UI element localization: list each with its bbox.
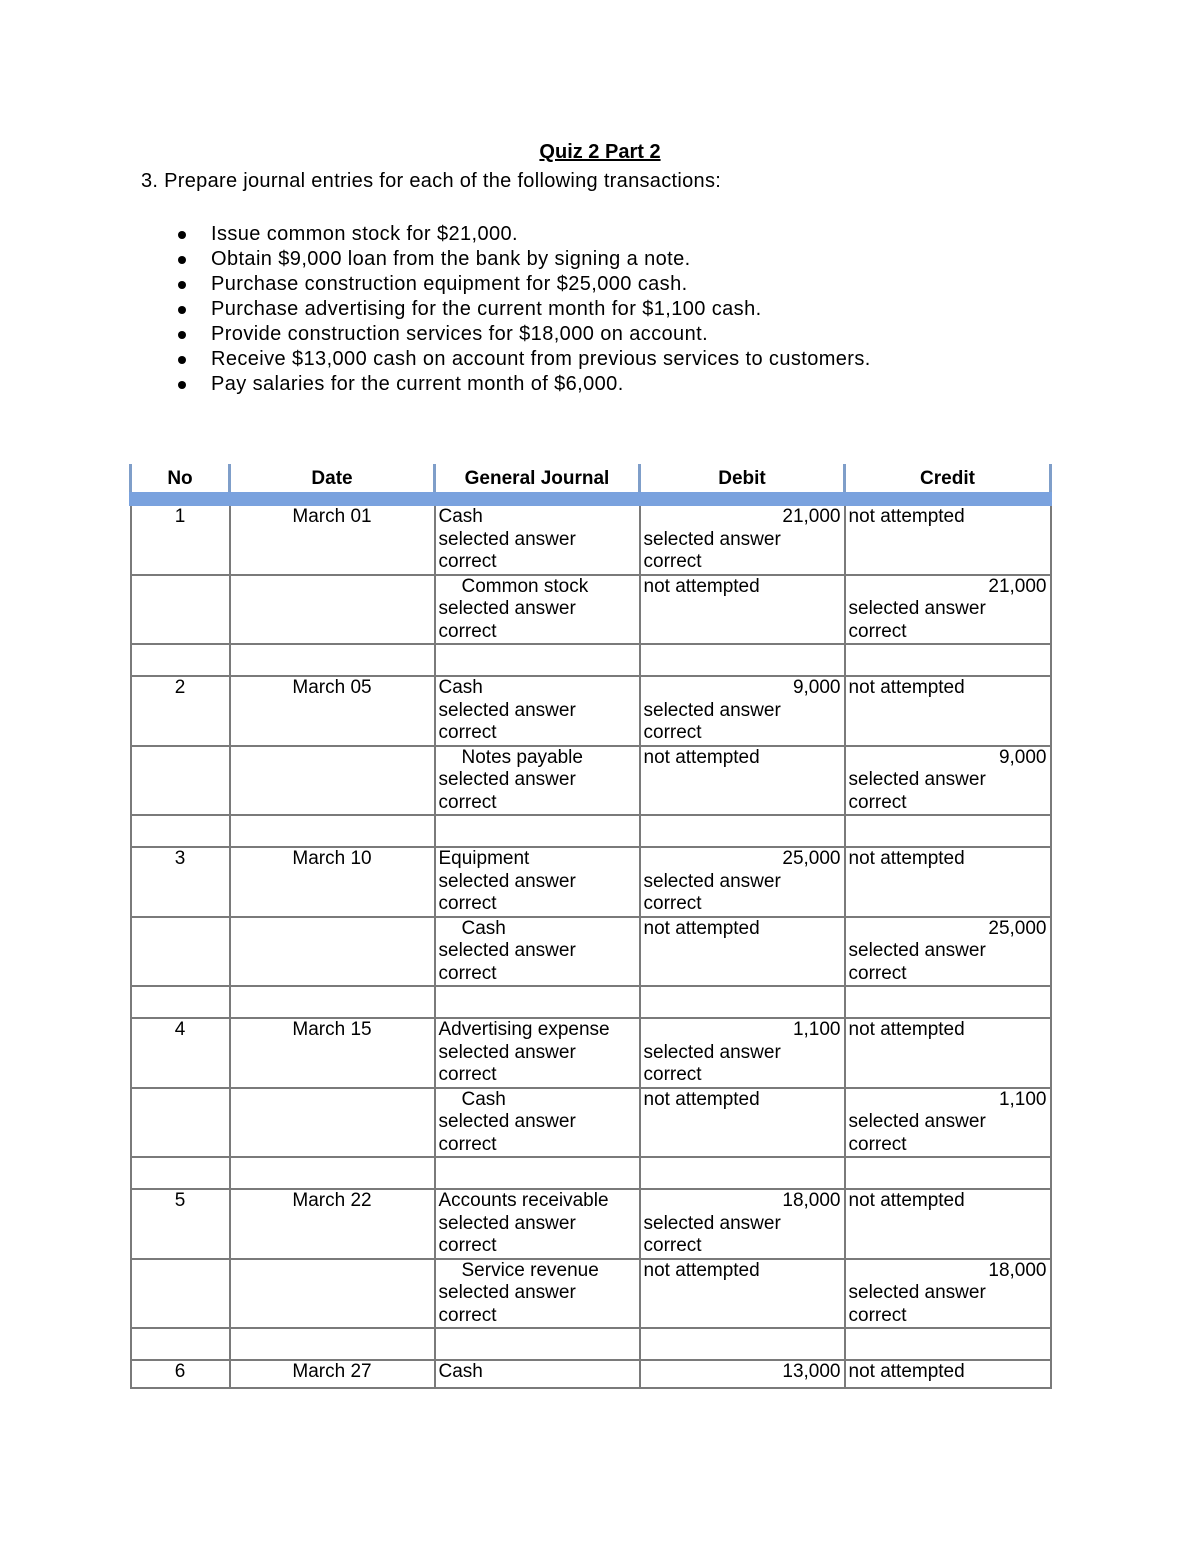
spacer-row: [131, 1157, 1051, 1189]
transaction-list: [174, 222, 871, 397]
credit-status: not attempted: [845, 1189, 1051, 1259]
credit-account: Cash: [461, 917, 506, 939]
credit-amount: 25,000: [988, 917, 1047, 939]
feedback-selected: selected answer: [438, 1041, 576, 1063]
entry-date-empty: [230, 746, 435, 816]
entry-no-empty: [131, 1259, 230, 1329]
empty-cell: [230, 1157, 435, 1189]
credit-account: Service revenue: [461, 1259, 599, 1281]
bullet-icon: [178, 256, 186, 264]
feedback-selected: selected answer: [848, 1282, 986, 1303]
empty-cell: [435, 986, 640, 1018]
feedback-correct: correct: [848, 1133, 907, 1155]
debit-cell: [640, 1018, 845, 1088]
feedback-correct: correct: [643, 551, 702, 572]
empty-cell: [230, 644, 435, 676]
debit-account: Accounts receivable: [438, 1190, 609, 1211]
empty-cell: [131, 1157, 230, 1189]
header-date: Date: [230, 464, 435, 499]
debit-status: not attempted: [640, 1259, 845, 1329]
table-row: [131, 1189, 1051, 1259]
empty-cell: [845, 1328, 1051, 1360]
list-item: [174, 347, 871, 372]
credit-account: Common stock: [461, 575, 589, 597]
bullet-icon: [178, 331, 186, 339]
transaction-text: Purchase construction equipment for $25,000 cash.: [211, 273, 688, 295]
feedback-selected: selected answer: [438, 598, 576, 619]
empty-cell: [131, 1328, 230, 1360]
feedback-selected: selected answer: [438, 528, 576, 550]
list-item: [174, 297, 871, 322]
debit-amount: 21,000: [782, 506, 841, 527]
credit-cell: [845, 746, 1051, 816]
credit-status: not attempted: [845, 1018, 1051, 1088]
empty-cell: [435, 1157, 640, 1189]
table-header-row: [131, 464, 1051, 499]
list-item: [174, 247, 871, 272]
feedback-correct: correct: [438, 893, 497, 914]
debit-account: Advertising expense: [438, 1019, 610, 1040]
transaction-text: Issue common stock for $21,000.: [211, 223, 518, 245]
feedback-selected: selected answer: [438, 1212, 576, 1234]
feedback-selected: selected answer: [643, 1041, 781, 1063]
table-row: [131, 1360, 1051, 1388]
feedback-selected: selected answer: [848, 940, 986, 961]
feedback-correct: correct: [438, 551, 497, 572]
debit-account-cell: [435, 1189, 640, 1259]
table-row: [131, 499, 1051, 575]
header-general-journal: General Journal: [435, 464, 640, 499]
entry-no: 2: [131, 676, 230, 746]
feedback-correct: correct: [438, 962, 497, 984]
empty-cell: [845, 986, 1051, 1018]
empty-cell: [435, 644, 640, 676]
transaction-text: Purchase advertising for the current month for $1,100 cash.: [211, 298, 762, 320]
entry-no: 6: [131, 1360, 230, 1388]
empty-cell: [845, 815, 1051, 847]
spacer-row: [131, 815, 1051, 847]
feedback-selected: selected answer: [848, 1111, 986, 1132]
empty-cell: [230, 815, 435, 847]
header-no: No: [131, 464, 230, 499]
feedback-correct: correct: [848, 620, 907, 642]
debit-status: not attempted: [640, 746, 845, 816]
list-item: [174, 322, 871, 347]
empty-cell: [435, 1328, 640, 1360]
debit-account-cell: [435, 499, 640, 575]
entry-no: 1: [131, 499, 230, 575]
credit-cell: [845, 575, 1051, 645]
empty-cell: [131, 986, 230, 1018]
feedback-selected: selected answer: [848, 769, 986, 790]
feedback-selected: selected answer: [438, 940, 576, 961]
entry-no-empty: [131, 746, 230, 816]
entry-date: March 05: [230, 676, 435, 746]
feedback-selected: selected answer: [643, 1212, 781, 1234]
list-item: [174, 222, 871, 247]
empty-cell: [640, 986, 845, 1018]
journal-body: [131, 499, 1051, 1388]
empty-cell: [845, 644, 1051, 676]
spacer-row: [131, 986, 1051, 1018]
feedback-selected: selected answer: [848, 598, 986, 619]
credit-account: Notes payable: [461, 746, 583, 768]
feedback-correct: correct: [848, 1304, 907, 1326]
credit-account-cell: [435, 917, 640, 987]
credit-account-cell: [435, 1088, 640, 1158]
entry-no: 4: [131, 1018, 230, 1088]
debit-account-cell: [435, 676, 640, 746]
bullet-icon: [178, 231, 186, 239]
debit-account: Cash: [435, 1360, 640, 1388]
table-row: [131, 676, 1051, 746]
table-row: [131, 847, 1051, 917]
empty-cell: [435, 815, 640, 847]
spacer-row: [131, 644, 1051, 676]
debit-status: not attempted: [640, 917, 845, 987]
feedback-selected: selected answer: [438, 769, 576, 790]
empty-cell: [640, 1157, 845, 1189]
debit-account-cell: [435, 1018, 640, 1088]
empty-cell: [131, 644, 230, 676]
feedback-correct: correct: [438, 1304, 497, 1326]
debit-status: not attempted: [640, 1088, 845, 1158]
debit-amount: 9,000: [792, 677, 841, 698]
feedback-correct: correct: [848, 962, 907, 984]
feedback-correct: correct: [643, 1235, 702, 1256]
feedback-selected: selected answer: [438, 870, 576, 892]
feedback-correct: correct: [438, 1235, 497, 1256]
debit-account: Equipment: [438, 848, 530, 869]
debit-amount: 1,100: [792, 1019, 841, 1040]
credit-status: not attempted: [845, 499, 1051, 575]
table-row: [131, 1018, 1051, 1088]
credit-amount: 18,000: [988, 1259, 1047, 1281]
transaction-text: Pay salaries for the current month of $6,000.: [211, 373, 624, 395]
credit-cell: [845, 1259, 1051, 1329]
entry-date: March 10: [230, 847, 435, 917]
entry-date-empty: [230, 575, 435, 645]
list-item: [174, 272, 871, 297]
entry-no-empty: [131, 1088, 230, 1158]
entry-no-empty: [131, 575, 230, 645]
table-row: [131, 1259, 1051, 1329]
debit-cell: [640, 847, 845, 917]
transaction-text: Receive $13,000 cash on account from previous services to customers.: [211, 348, 871, 370]
list-item: [174, 372, 871, 397]
table-row: [131, 575, 1051, 645]
feedback-selected: selected answer: [643, 699, 781, 721]
credit-account-cell: [435, 575, 640, 645]
feedback-correct: correct: [643, 722, 702, 743]
bullet-icon: [178, 381, 186, 389]
credit-account-cell: [435, 1259, 640, 1329]
feedback-correct: correct: [643, 893, 702, 914]
credit-amount: 1,100: [998, 1088, 1047, 1110]
entry-date-empty: [230, 1088, 435, 1158]
credit-amount: 21,000: [988, 575, 1047, 597]
transaction-text: Obtain $9,000 loan from the bank by signing a note.: [211, 248, 691, 270]
debit-status: not attempted: [640, 575, 845, 645]
debit-cell: [640, 676, 845, 746]
feedback-selected: selected answer: [643, 528, 781, 550]
bullet-icon: [178, 356, 186, 364]
journal-table: [129, 464, 1052, 1389]
table-row: [131, 1088, 1051, 1158]
credit-cell: [845, 1088, 1051, 1158]
credit-account: Cash: [461, 1088, 506, 1110]
debit-amount: 18,000: [782, 1190, 841, 1211]
entry-date: March 15: [230, 1018, 435, 1088]
transaction-text: Provide construction services for $18,000 on account.: [211, 323, 709, 345]
empty-cell: [230, 1328, 435, 1360]
debit-account: Cash: [438, 506, 483, 527]
credit-cell: [845, 917, 1051, 987]
debit-cell: [640, 1189, 845, 1259]
credit-status: not attempted: [845, 847, 1051, 917]
instruction-text: 3. Prepare journal entries for each of the following transactions:: [141, 170, 722, 192]
debit-cell: [640, 499, 845, 575]
bullet-icon: [178, 306, 186, 314]
debit-account: Cash: [438, 677, 483, 698]
bullet-icon: [178, 281, 186, 289]
feedback-correct: correct: [438, 1064, 497, 1085]
empty-cell: [230, 986, 435, 1018]
header-debit: Debit: [640, 464, 845, 499]
credit-account-cell: [435, 746, 640, 816]
feedback-correct: correct: [643, 1064, 702, 1085]
entry-no: 5: [131, 1189, 230, 1259]
entry-date: March 22: [230, 1189, 435, 1259]
empty-cell: [640, 815, 845, 847]
entry-date-empty: [230, 917, 435, 987]
entry-date-empty: [230, 1259, 435, 1329]
feedback-correct: correct: [438, 620, 497, 642]
empty-cell: [845, 1157, 1051, 1189]
entry-date: March 27: [230, 1360, 435, 1388]
feedback-correct: correct: [438, 791, 497, 813]
spacer-row: [131, 1328, 1051, 1360]
debit-account-cell: [435, 847, 640, 917]
entry-no-empty: [131, 917, 230, 987]
entry-date: March 01: [230, 499, 435, 575]
feedback-selected: selected answer: [438, 1282, 576, 1303]
feedback-correct: correct: [438, 1133, 497, 1155]
debit-amount: 25,000: [782, 848, 841, 869]
header-credit: Credit: [845, 464, 1051, 499]
empty-cell: [640, 644, 845, 676]
credit-status: not attempted: [845, 676, 1051, 746]
credit-amount: 9,000: [998, 746, 1047, 768]
debit-amount: 13,000: [640, 1360, 845, 1388]
feedback-selected: selected answer: [438, 699, 576, 721]
feedback-correct: correct: [438, 722, 497, 743]
empty-cell: [640, 1328, 845, 1360]
feedback-selected: selected answer: [438, 1111, 576, 1132]
entry-no: 3: [131, 847, 230, 917]
table-row: [131, 917, 1051, 987]
table-row: [131, 746, 1051, 816]
feedback-selected: selected answer: [643, 870, 781, 892]
credit-status: not attempted: [845, 1360, 1051, 1388]
empty-cell: [131, 815, 230, 847]
feedback-correct: correct: [848, 791, 907, 813]
page-title: Quiz 2 Part 2: [539, 141, 661, 163]
